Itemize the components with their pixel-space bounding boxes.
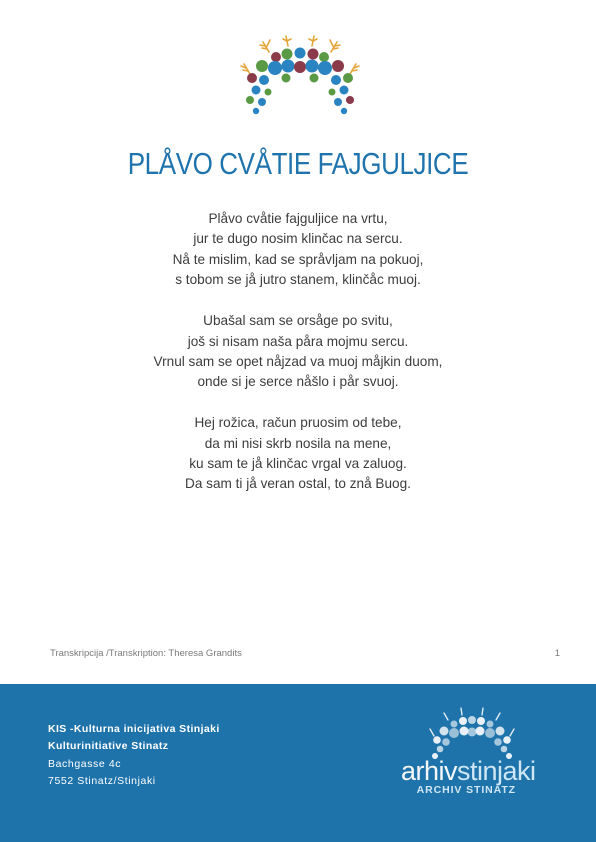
poem-title: PLÅVO CVÅTIE FAJGULJICE xyxy=(127,146,469,181)
poem-line: Vrnul sam se opet nåjzad va muoj måjkin duom, xyxy=(153,353,443,369)
poem-line: jur te dugo nosim klinčac na sercu. xyxy=(193,231,403,247)
poem-stanza xyxy=(0,209,596,291)
street-address: Bachgasse 4c xyxy=(48,757,122,770)
brand-part-stinjaki: stinjaki xyxy=(457,756,536,786)
poem-line: Plåvo cvåtie fajguljice na vrtu, xyxy=(208,211,388,226)
poem-line: da mi nisi skrb nosila na mene, xyxy=(204,435,392,451)
brand-part-arhiv: arhiv xyxy=(401,756,458,786)
poem-line: Hej rožica, račun pruosim od tebe, xyxy=(194,415,402,431)
org-name: KIS -Kulturna inicijativa Stinjaki xyxy=(48,723,220,735)
poem-line: onde si je serce nåšlo i pår svuoj. xyxy=(197,374,399,390)
archive-brand xyxy=(401,756,536,787)
org-name-german: Kulturinitiative Stinatz xyxy=(48,740,169,753)
poem-line: Nå te mislim, kad se språvljam na pokuoj, xyxy=(172,251,424,267)
transcription-credit: Transkripcija /Transkription: Theresa Grandits xyxy=(50,648,242,659)
poem-stanza xyxy=(0,413,596,495)
footer xyxy=(0,684,596,842)
poem-line: Ubašal sam se orsåge po svitu, xyxy=(203,313,393,329)
flower-logo-icon xyxy=(236,34,364,116)
footer-address xyxy=(48,721,220,791)
city-address: 7552 Stinatz/Stinjaki xyxy=(48,775,156,788)
archive-brand-subtitle: ARCHIV STINATZ xyxy=(416,784,516,796)
poem-line: ku sam te jå klinčac vrgal va zaluog. xyxy=(189,456,407,472)
poem-body xyxy=(0,209,596,515)
page-number: 1 xyxy=(554,648,560,659)
poem-stanza xyxy=(0,311,596,393)
poem-line: još si nisam naša påra mojmu sercu. xyxy=(187,333,409,349)
poem-line: s tobom se jå jutro stanem, klinčåc muoj. xyxy=(175,272,421,288)
poem-line: Da sam ti jå veran ostal, to znå Buog. xyxy=(185,476,411,492)
